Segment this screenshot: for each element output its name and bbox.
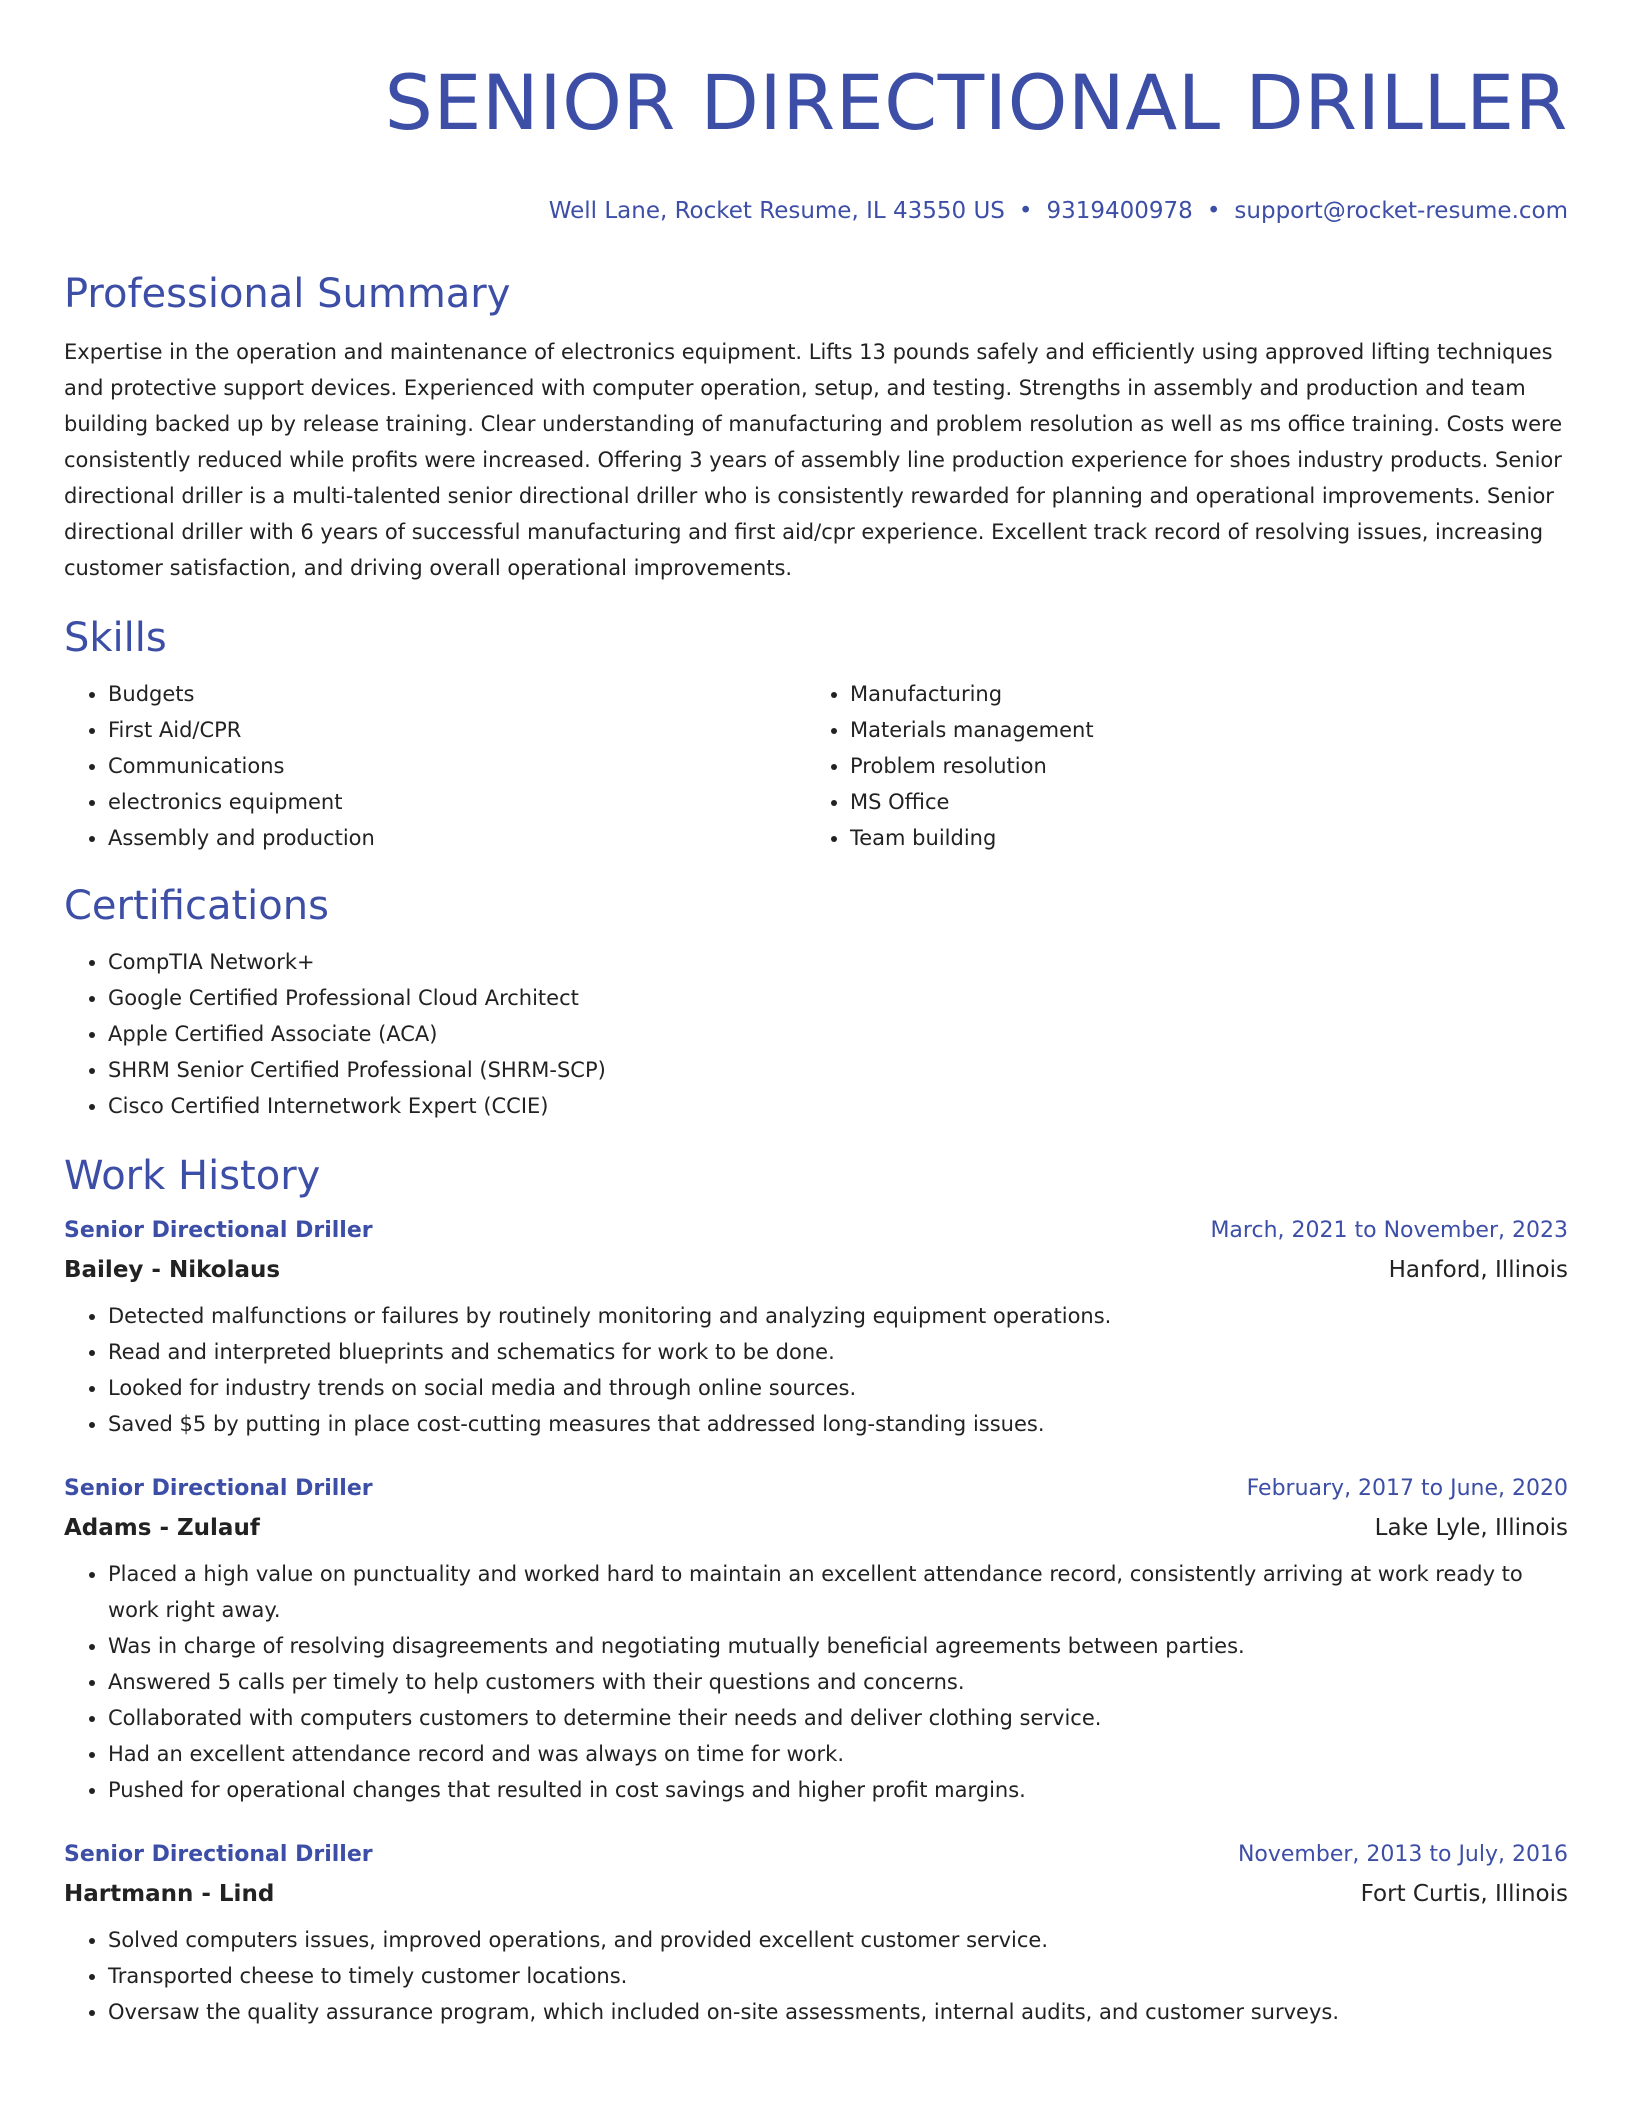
certification-item: • Google Certified Professional Cloud Architect: [108, 980, 1568, 1016]
job-entry: [64, 1840, 1568, 2030]
job-bullet: • Detected malfunctions or failures by routinely monitoring and analyzing equipment operations.: [108, 1298, 1568, 1334]
skill-item: • Assembly and production: [108, 820, 806, 856]
job-bullet: • Answered 5 calls per timely to help customers with their questions and concerns.: [108, 1664, 1568, 1700]
skill-item: • Problem resolution: [850, 748, 1548, 784]
job-entry: [64, 1474, 1568, 1808]
phone-text: 9319400978: [1046, 198, 1193, 224]
skill-item: • Budgets: [108, 676, 806, 712]
skill-item: • Manufacturing: [850, 676, 1548, 712]
job-bullet: • Placed a high value on punctuality and worked hard to maintain an excellent attendance record, consistently arriving at work ready to work right away.: [108, 1556, 1568, 1628]
job-dates: March, 2021 to November, 2023: [1210, 1218, 1568, 1243]
job-dates: February, 2017 to June, 2020: [1246, 1476, 1568, 1501]
skills-heading: Skills: [64, 615, 167, 661]
certifications-heading: Certifications: [64, 883, 329, 929]
resume-title: SENIOR DIRECTIONAL DRILLER: [384, 58, 1568, 147]
job-title: Senior Directional Driller: [64, 1842, 373, 1867]
skill-item: • Communications: [108, 748, 806, 784]
email-text: support@rocket-resume.com: [1234, 198, 1568, 224]
certifications-list: [64, 944, 1568, 1124]
skill-item: • Materials management: [850, 712, 1548, 748]
skill-item: • First Aid/CPR: [108, 712, 806, 748]
contact-separator: •: [1206, 198, 1221, 224]
certification-item: • CompTIA Network+: [108, 944, 1568, 980]
skill-item: • Team building: [850, 820, 1548, 856]
job-title: Senior Directional Driller: [64, 1218, 373, 1243]
work-history-heading: Work History: [64, 1153, 321, 1199]
skill-item: • MS Office: [850, 784, 1548, 820]
job-bullet: • Read and interpreted blueprints and schematics for work to be done.: [108, 1334, 1568, 1370]
job-company: Hartmann - Lind: [64, 1881, 275, 1907]
job-bullet: • Oversaw the quality assurance program, which included on-site assessments, internal audits, and customer surveys.: [108, 1994, 1568, 2030]
job-title: Senior Directional Driller: [64, 1476, 373, 1501]
skills-column-left: [64, 676, 806, 856]
job-bullet: • Pushed for operational changes that resulted in cost savings and higher profit margins.: [108, 1772, 1568, 1808]
job-bullet: • Saved $5 by putting in place cost-cutting measures that addressed long-standing issues.: [108, 1406, 1568, 1442]
job-bullet: • Transported cheese to timely customer locations.: [108, 1958, 1568, 1994]
job-location: Fort Curtis, Illinois: [1360, 1881, 1568, 1907]
job-bullet: • Collaborated with computers customers to determine their needs and deliver clothing service.: [108, 1700, 1568, 1736]
skill-item: • electronics equipment: [108, 784, 806, 820]
job-company: Bailey - Nikolaus: [64, 1257, 281, 1283]
job-bullet: • Was in charge of resolving disagreements and negotiating mutually beneficial agreements between parties.: [108, 1628, 1568, 1664]
contact-separator: •: [1018, 198, 1033, 224]
skills-column-right: [806, 676, 1548, 856]
job-bullets: [64, 1556, 1568, 1808]
skills-grid: [64, 676, 1568, 856]
job-bullet: • Looked for industry trends on social media and through online sources.: [108, 1370, 1568, 1406]
summary-text: Expertise in the operation and maintenance of electronics equipment. Lifts 13 pounds safely and efficiently using approved lifting techniques and protective support devices. Experienced with computer operation, setup, and testing. Strengths in assembly and production and team building backed up by release training. Clear understanding of manufacturing and problem resolution as well as ms office training. Costs were consistently reduced while profits were increased. Offering 3 years of assembly line production experience for shoes industry products. Senior directional driller is a multi-talented senior directional driller who is consistently rewarded for planning and operational improvements. Senior directional driller with 6 years of successful manufacturing and first aid/cpr experience. Excellent track record of resolving issues, increasing customer satisfaction, and driving overall operational improvements.: [64, 340, 1563, 580]
contact-line: [64, 196, 1568, 226]
certification-item: • Apple Certified Associate (ACA): [108, 1016, 1568, 1052]
job-location: Hanford, Illinois: [1388, 1257, 1568, 1283]
job-bullets: [64, 1298, 1568, 1442]
address-text: Well Lane, Rocket Resume, IL 43550 US: [548, 198, 1005, 224]
job-company: Adams - Zulauf: [64, 1515, 260, 1541]
job-entry: [64, 1216, 1568, 1442]
certification-item: • Cisco Certified Internetwork Expert (CCIE): [108, 1088, 1568, 1124]
job-bullet: • Solved computers issues, improved operations, and provided excellent customer service.: [108, 1922, 1568, 1958]
job-bullets: [64, 1922, 1568, 2030]
summary-heading: Professional Summary: [64, 271, 511, 317]
job-bullet: • Had an excellent attendance record and was always on time for work.: [108, 1736, 1568, 1772]
job-location: Lake Lyle, Illinois: [1374, 1515, 1568, 1541]
job-dates: November, 2013 to July, 2016: [1237, 1842, 1568, 1867]
certification-item: • SHRM Senior Certified Professional (SHRM-SCP): [108, 1052, 1568, 1088]
